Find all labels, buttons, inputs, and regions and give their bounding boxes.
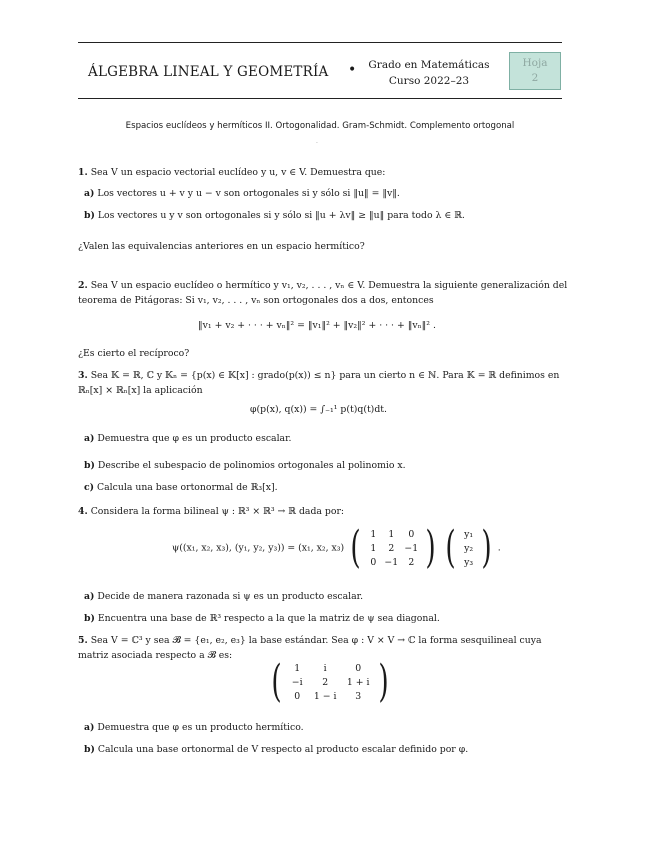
part-label: a) xyxy=(84,591,95,602)
part-text: Demuestra que φ es un producto hermítico. xyxy=(97,722,304,733)
part-label: a) xyxy=(84,722,95,733)
sesquilinear-matrix-block xyxy=(268,656,392,707)
part-label: b) xyxy=(84,613,95,624)
exercise-number: 2. xyxy=(78,280,88,291)
right-paren: ) xyxy=(481,522,492,573)
part-label: a) xyxy=(84,433,95,444)
matrix-entry: 0 xyxy=(370,556,377,568)
bilinear-form-formula xyxy=(172,522,501,573)
exercise-3-part-a xyxy=(84,432,564,447)
matrix-entry: 0 xyxy=(294,690,301,702)
exercise-4-part-a xyxy=(84,590,564,605)
matrix-entry: 1 xyxy=(294,662,301,674)
left-paren: ( xyxy=(271,656,282,707)
matrix-entry: 1 xyxy=(370,528,377,540)
right-paren: ) xyxy=(378,656,389,707)
left-paren: ( xyxy=(445,522,457,573)
exercise-4 xyxy=(78,505,566,520)
exercise-3-part-b xyxy=(84,459,564,474)
exercise-statement-line-1: Sea V un espacio euclídeo o hermítico y v₁, v₂, . . . , vₙ ∈ V. Demuestra la siguiente generalización del xyxy=(90,280,568,291)
part-label: b) xyxy=(84,744,95,755)
part-label: b) xyxy=(84,460,95,471)
pythagoras-formula: ‖v₁ + v₂ + · · · + vₙ‖² = ‖v₁‖² + ‖v₂‖² + · · · + ‖vₙ‖² . xyxy=(198,320,436,331)
matrix-entry: 1 + i xyxy=(346,676,370,688)
exercise-statement-line-1: Sea 𝕂 = ℝ, ℂ y 𝕂ₙ = {p(x) ∈ 𝕂[x] : grado(p(x)) ≤ n} para un cierto n ∈ ℕ. Para 𝕂 = ℝ definimos en xyxy=(90,370,560,381)
exercise-number: 4. xyxy=(78,506,88,517)
formula-end: . xyxy=(497,542,501,554)
part-text: Decide de manera razonada si ψ es un producto escalar. xyxy=(97,591,364,602)
vector-entries xyxy=(460,529,478,568)
course-title: ÁLGEBRA LINEAL Y GEOMETRÍA xyxy=(88,64,329,80)
matrix-entry: 0 xyxy=(408,528,415,540)
part-text: Los vectores u y v son ortogonales si y sólo si ‖u + λv‖ ≥ ‖u‖ para todo λ ∈ ℝ. xyxy=(97,210,465,221)
matrix-entry: i xyxy=(323,662,327,674)
column-vector xyxy=(442,522,494,573)
exercise-statement-line-1: Sea V = ℂ³ y sea 𝓑 = {e₁, e₂, e₃} la base estándar. Sea φ : V × V → ℂ la forma sesquilineal cuya xyxy=(90,635,542,646)
matrix-entry: 1 xyxy=(388,528,395,540)
exercise-3-part-c xyxy=(84,481,564,496)
exercise-statement-line-2: teorema de Pitágoras: Si v₁, v₂, . . . , vₙ son ortogonales dos a dos, entonces xyxy=(78,294,434,306)
exercise-1-part-a xyxy=(84,187,564,202)
exercise-2 xyxy=(78,279,566,308)
exercise-statement: Considera la forma bilineal ψ : ℝ³ × ℝ³ → ℝ dada por: xyxy=(90,506,345,517)
integral-formula: φ(p(x), q(x)) = ∫₋₁¹ p(t)q(t)dt. xyxy=(250,404,387,415)
stray-mark: . xyxy=(316,138,318,145)
right-paren: ) xyxy=(425,522,437,573)
matrix-entry: 1 xyxy=(370,542,377,554)
exercise-statement-line-2: matriz asociada respecto a 𝓑 es: xyxy=(78,649,233,661)
matrix-entry: −i xyxy=(291,676,303,688)
matrix-entry: 1 − i xyxy=(313,690,337,702)
program-name: Grado en Matemáticas xyxy=(368,59,490,71)
part-text: Calcula una base ortonormal de V respecto al producto escalar definido por φ. xyxy=(97,744,469,755)
exercise-1-question: ¿Valen las equivalencias anteriores en un espacio hermítico? xyxy=(78,241,365,252)
matrix-entries xyxy=(364,529,422,568)
top-rule xyxy=(78,42,562,43)
course-info xyxy=(363,57,495,89)
sheet-subtitle: Espacios euclídeos y hermíticos II. Ortogonalidad. Gram-Schmidt. Complemento ortogonal xyxy=(125,121,515,131)
matrix-entry: −1 xyxy=(404,542,419,554)
exercise-number: 1. xyxy=(78,167,88,178)
matrix-entry: 2 xyxy=(388,542,395,554)
exercise-1 xyxy=(78,166,566,181)
matrix-entry: 0 xyxy=(355,662,362,674)
vector-entry: y₂ xyxy=(464,542,474,554)
part-label: b) xyxy=(84,210,95,221)
exercise-statement-line-2: ℝₙ[x] × ℝₙ[x] la aplicación xyxy=(78,384,203,396)
bilinear-matrix xyxy=(347,522,439,573)
matrix-entry: −1 xyxy=(384,556,399,568)
sheet-badge xyxy=(509,52,561,90)
part-text: Demuestra que φ es un producto escalar. xyxy=(97,433,292,444)
exercise-5 xyxy=(78,634,566,663)
exercise-statement: Sea V un espacio vectorial euclídeo y u, v ∈ V. Demuestra que: xyxy=(90,167,386,178)
part-text: Encuentra una base de ℝ³ respecto a la que la matriz de ψ sea diagonal. xyxy=(97,613,440,624)
academic-year: Curso 2022–23 xyxy=(388,75,470,87)
sesquilinear-matrix xyxy=(268,656,392,707)
exercise-1-part-b xyxy=(84,209,564,224)
matrix-entry: 2 xyxy=(408,556,415,568)
part-text: Los vectores u + v y u − v son ortogonales si y sólo si ‖u‖ = ‖v‖. xyxy=(97,188,400,199)
exercise-3 xyxy=(78,369,566,398)
part-label: a) xyxy=(84,188,95,199)
left-paren: ( xyxy=(350,522,361,573)
title-separator: • xyxy=(348,62,357,78)
formula-lhs: ψ((x₁, x₂, x₃), (y₁, y₂, y₃)) = (x₁, x₂, x₃) xyxy=(172,542,345,554)
matrix-entries xyxy=(285,663,375,702)
part-label: c) xyxy=(84,482,95,493)
part-text: Calcula una base ortonormal de ℝ₃[x]. xyxy=(97,482,278,493)
sheet-number: 2 xyxy=(531,72,539,84)
sheet-label: Hoja xyxy=(522,57,548,69)
exercise-2-question: ¿Es cierto el recíproco? xyxy=(78,348,190,359)
header-bottom-rule xyxy=(78,98,562,99)
vector-entry: y₁ xyxy=(464,528,474,540)
exercise-4-part-b xyxy=(84,612,564,627)
exercise-5-part-a xyxy=(84,721,564,736)
part-text: Describe el subespacio de polinomios ortogonales al polinomio x. xyxy=(97,460,406,471)
exercise-number: 5. xyxy=(78,635,88,646)
exercise-5-part-b xyxy=(84,743,564,758)
vector-entry: y₃ xyxy=(464,556,474,568)
exercise-number: 3. xyxy=(78,370,88,381)
matrix-entry: 2 xyxy=(322,676,329,688)
matrix-entry: 3 xyxy=(355,690,362,702)
